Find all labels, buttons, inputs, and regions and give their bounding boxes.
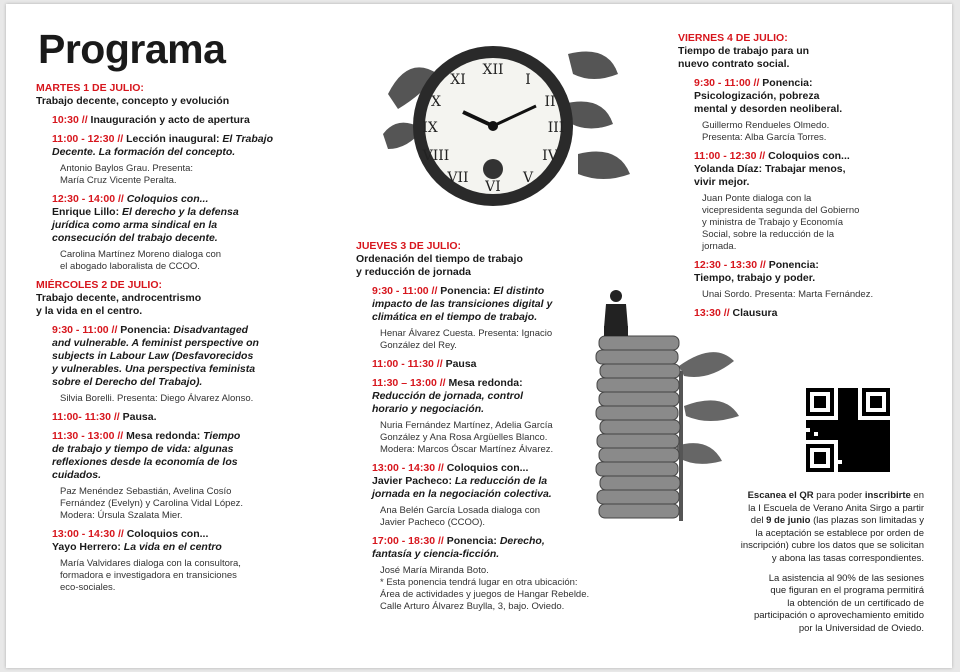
session-line — [52, 219, 306, 232]
session-note: Antonio Baylos Grau. Presenta: — [60, 163, 194, 174]
session-text: Yayo Herrero: — [52, 541, 124, 553]
session-title: fantasía y ciencia-ficción. — [372, 548, 500, 560]
registration-line — [682, 515, 924, 528]
session-title: climática en el tiempo de trabajo. — [372, 311, 538, 323]
session-title: and vulnerable. A feminist perspective on — [52, 337, 259, 349]
svg-text:I: I — [525, 72, 531, 88]
session-note: formadora e investigadora en transiciones — [60, 570, 237, 581]
day-heading: VIERNES 4 DE JULIO: — [678, 32, 788, 44]
day-topic: Trabajo decente, concepto y evolución — [36, 95, 230, 107]
session-title: y vulnerables. Una perspectiva feminista — [52, 363, 256, 375]
session-note: Ana Belén García Losada dialoga con — [380, 505, 541, 516]
session-time: 12:30 - 13:30 // — [694, 259, 769, 271]
session-text: mental y desorden neoliberal. — [694, 103, 843, 115]
session-note: María Valvidares dialoga con la consultora, — [60, 558, 241, 569]
session-note: * Esta ponencia tendrá lugar en otra ubicación: — [380, 577, 578, 588]
registration-text: del — [750, 515, 767, 527]
session-line — [52, 350, 306, 363]
session-title: consecución del trabajo decente. — [52, 232, 218, 244]
session-note: el abogado laboralista de CCOO. — [60, 261, 200, 272]
page-title: Programa — [38, 26, 226, 72]
registration-bold: 9 de junio — [766, 515, 811, 527]
session-text: Coloquios con... — [768, 150, 850, 162]
session-line — [372, 548, 641, 561]
session-line — [694, 77, 938, 90]
session-note: vicepresidenta segunda del Gobierno — [702, 205, 860, 216]
session-line — [52, 193, 306, 206]
session-text: Ponencia: — [440, 285, 494, 297]
session-note: Paz Menéndez Sebastián, Avelina Cosío — [60, 486, 232, 497]
session-text: vivir mejor. — [694, 176, 750, 188]
session-note: José María Miranda Boto. — [380, 565, 489, 576]
svg-text:X: X — [431, 94, 441, 110]
svg-text:V: V — [522, 170, 534, 186]
session-line — [52, 443, 306, 456]
session-title: El distinto — [493, 285, 545, 297]
session-line — [52, 469, 306, 482]
day-topic: Tiempo de trabajo para un — [678, 45, 810, 57]
session-line — [694, 150, 938, 163]
session-title: La reducción de la — [454, 475, 548, 487]
session-title: Disadvantaged — [173, 324, 249, 336]
session-line — [694, 103, 938, 116]
day-topic: Ordenación del tiempo de trabajo — [356, 253, 523, 265]
session-note: Social, sobre la reducción de la — [702, 229, 835, 240]
session-line — [52, 133, 306, 146]
spacer — [356, 613, 641, 619]
session-note: Carolina Martínez Moreno dialoga con — [60, 249, 222, 260]
registration-text: en — [910, 490, 924, 501]
svg-text:XI: XI — [450, 72, 466, 88]
session-title: El derecho y la defensa — [122, 206, 239, 218]
session-note: Modera: Marcos Óscar Martínez Álvarez. — [380, 444, 554, 455]
session-title: subjects in Labour Law (Desfavorecidos — [52, 350, 254, 362]
session-title: impacto de las transiciones digital y — [372, 298, 553, 310]
session-time: 13:00 - 14:30 // — [52, 528, 127, 540]
session-note: Unai Sordo. Presenta: Marta Fernández. — [702, 289, 874, 300]
column-1 — [36, 82, 306, 600]
session-item — [372, 535, 641, 561]
session-time: 9:30 - 11:00 // — [372, 285, 441, 297]
session-title: La vida en el centro — [123, 541, 222, 553]
registration-bold: inscribirte — [864, 490, 911, 501]
session-time: 11:00 - 12:30 // — [694, 150, 769, 162]
session-line — [694, 272, 938, 285]
day-heading: MARTES 1 DE JULIO: — [36, 82, 144, 94]
svg-text:III: III — [547, 120, 565, 136]
certificate-line: la obtención de un certificado de — [787, 597, 924, 609]
certificate-line: participación o aprovechamiento emitido — [753, 610, 924, 622]
session-note: Calle Arturo Álvarez Buylla, 3, bajo. Oviedo. — [380, 601, 565, 612]
session-text: Ponencia: — [120, 324, 174, 336]
session-text: Clausura — [732, 307, 778, 319]
session-line — [52, 363, 306, 376]
column-3 — [678, 32, 938, 326]
session-time: 11:00- 11:30 // — [52, 411, 123, 423]
day-topic: y la vida en el centro. — [36, 305, 143, 317]
svg-text:XII: XII — [482, 62, 504, 78]
session-title: reflexiones desde la economía de los — [52, 456, 238, 468]
session-text: Lección inaugural: — [126, 133, 223, 145]
session-title: sobre el Derecho del Trabajo). — [52, 376, 203, 388]
day-topic: nuevo contrato social. — [678, 58, 790, 70]
certificate-line: que figuran en el programa permitirá — [770, 585, 924, 597]
session-time: 9:30 - 11:00 // — [52, 324, 121, 336]
session-text: Ponencia: — [446, 535, 500, 547]
session-text: Ponencia: — [768, 259, 819, 271]
session-note: Javier Pacheco (CCOO). — [380, 517, 486, 528]
session-line — [52, 456, 306, 469]
session-note: Silvia Borelli. Presenta: Diego Álvarez Alonso. — [60, 393, 254, 404]
session-text: Enrique Lillo: — [52, 206, 122, 218]
registration-line — [682, 503, 924, 516]
session-line — [694, 163, 938, 176]
session-item — [52, 114, 306, 127]
session-item — [52, 411, 306, 424]
session-note: Área de actividades y juegos de Hangar Rebelde. — [380, 589, 590, 600]
registration-text: para poder — [813, 490, 865, 501]
session-title: Decente. La formación del concepto. — [52, 146, 236, 158]
session-item — [52, 133, 306, 159]
clock-illustration — [368, 34, 638, 214]
session-title: de trabajo y tiempo de vida: algunas — [52, 443, 234, 455]
session-text: Coloquios con... — [446, 462, 529, 474]
registration-text: (las plazas son limitadas y — [810, 515, 924, 527]
day-heading: JUEVES 3 DE JULIO: — [356, 240, 462, 252]
session-note: Guillermo Rendueles Olmedo. — [702, 120, 830, 131]
session-line — [694, 259, 938, 272]
session-time: 13:00 - 14:30 // — [372, 462, 447, 474]
session-line — [52, 528, 306, 541]
session-text: Ponencia: — [762, 77, 813, 89]
session-text: Pausa. — [122, 411, 157, 423]
svg-text:VII: VII — [447, 170, 469, 186]
session-title: Coloquios con... — [126, 193, 209, 205]
svg-text:VI: VI — [485, 179, 501, 195]
session-note: Presenta: Alba García Torres. — [702, 132, 827, 143]
day-topic: Trabajo decente, androcentrismo — [36, 292, 202, 304]
registration-text: inscripción) cubre los datos que se solicitan — [740, 540, 924, 552]
session-time: 12:30 - 14:00 // — [52, 193, 127, 205]
session-title: Tiempo — [203, 430, 241, 442]
session-line — [52, 430, 306, 443]
session-note: Henar Álvarez Cuesta. Presenta: Ignacio — [380, 328, 553, 339]
session-title: horario y negociación. — [372, 403, 485, 415]
session-time: 9:30 - 11:00 // — [694, 77, 763, 89]
session-time: 10:30 // — [52, 114, 91, 126]
session-line — [52, 376, 306, 389]
session-title: Derecho, — [499, 535, 545, 547]
registration-text: la I Escuela de Verano Anita Sirgo a partir — [748, 502, 924, 514]
registration-line — [682, 540, 924, 553]
session-line — [52, 206, 306, 219]
session-line — [52, 324, 306, 337]
session-item — [694, 77, 938, 116]
session-text: Psicologización, pobreza — [694, 90, 820, 102]
session-text: Coloquios con... — [126, 528, 209, 540]
session-time: 11:00 - 12:30 // — [52, 133, 127, 145]
session-text: Yolanda Díaz: Trabajar menos, — [694, 163, 846, 175]
session-title: El Trabajo — [222, 133, 273, 145]
registration-line — [682, 528, 924, 541]
session-note: eco-sociales. — [60, 582, 116, 593]
session-text: Mesa redonda: — [448, 377, 523, 389]
session-text: Tiempo, trabajo y poder. — [694, 272, 816, 284]
svg-text:IV: IV — [542, 148, 558, 164]
program-page — [6, 4, 952, 668]
session-note: Fernández (Evelyn) y Carolina Vidal López. — [60, 498, 244, 509]
session-line — [52, 541, 306, 554]
certificate-line: por la Universidad de Oviedo. — [798, 622, 924, 634]
registration-bold: Escanea el QR — [747, 490, 814, 501]
session-note: Nuria Fernández Martínez, Adelia García — [380, 420, 553, 431]
session-title: jornada en la negociación colectiva. — [372, 488, 552, 500]
registration-info — [682, 490, 924, 636]
session-note: González del Rey. — [380, 340, 457, 351]
session-line — [694, 176, 938, 189]
session-title: Reducción de jornada, control — [372, 390, 524, 402]
session-item — [694, 150, 938, 189]
session-title: cuidados. — [52, 469, 102, 481]
registration-line — [682, 490, 924, 503]
session-line — [52, 114, 306, 127]
session-item — [52, 193, 306, 245]
registration-text: la aceptación se establece por orden de — [755, 527, 924, 539]
session-note: y ministra de Trabajo y Economía — [702, 217, 843, 228]
registration-line — [682, 553, 924, 566]
session-note: Modera: Úrsula Szalata Mier. — [60, 510, 183, 521]
session-text: Mesa redonda: — [126, 430, 204, 442]
session-note: Juan Ponte dialoga con la — [702, 193, 812, 204]
session-title: jurídica como arma sindical en la — [52, 219, 218, 231]
session-note: González y Ana Rosa Argüelles Blanco. — [380, 432, 548, 443]
spacer — [36, 594, 306, 600]
session-time: 11:30 – 13:00 // — [372, 377, 449, 389]
session-line — [372, 535, 641, 548]
session-time: 11:00 - 11:30 // — [372, 358, 446, 370]
session-item — [52, 324, 306, 389]
session-item — [52, 528, 306, 554]
certificate-line: La asistencia al 90% de las sesiones — [768, 572, 924, 584]
session-time: 17:00 - 18:30 // — [372, 535, 447, 547]
session-line — [52, 232, 306, 245]
session-note: María Cruz Vicente Peralta. — [60, 175, 177, 186]
session-time: 11:30 - 13:00 // — [52, 430, 127, 442]
session-line — [52, 337, 306, 350]
svg-text:II: II — [544, 94, 556, 110]
registration-text: y abona las tasas correspondientes. — [771, 552, 924, 564]
session-line — [52, 411, 306, 424]
day-topic: y reducción de jornada — [356, 266, 471, 278]
svg-text:VIII: VIII — [422, 148, 450, 164]
session-note: jornada. — [702, 241, 737, 252]
session-time: 13:30 // — [694, 307, 733, 319]
day-heading: MIÉRCOLES 2 DE JULIO: — [36, 279, 163, 291]
session-line — [52, 146, 306, 159]
session-item — [694, 259, 938, 285]
session-line — [694, 90, 938, 103]
session-text: Inauguración y acto de apertura — [90, 114, 250, 126]
session-item — [52, 430, 306, 482]
svg-text:IX: IX — [422, 120, 438, 136]
session-text: Pausa — [445, 358, 477, 370]
qr-code[interactable] — [806, 388, 890, 472]
session-text: Javier Pacheco: — [372, 475, 455, 487]
